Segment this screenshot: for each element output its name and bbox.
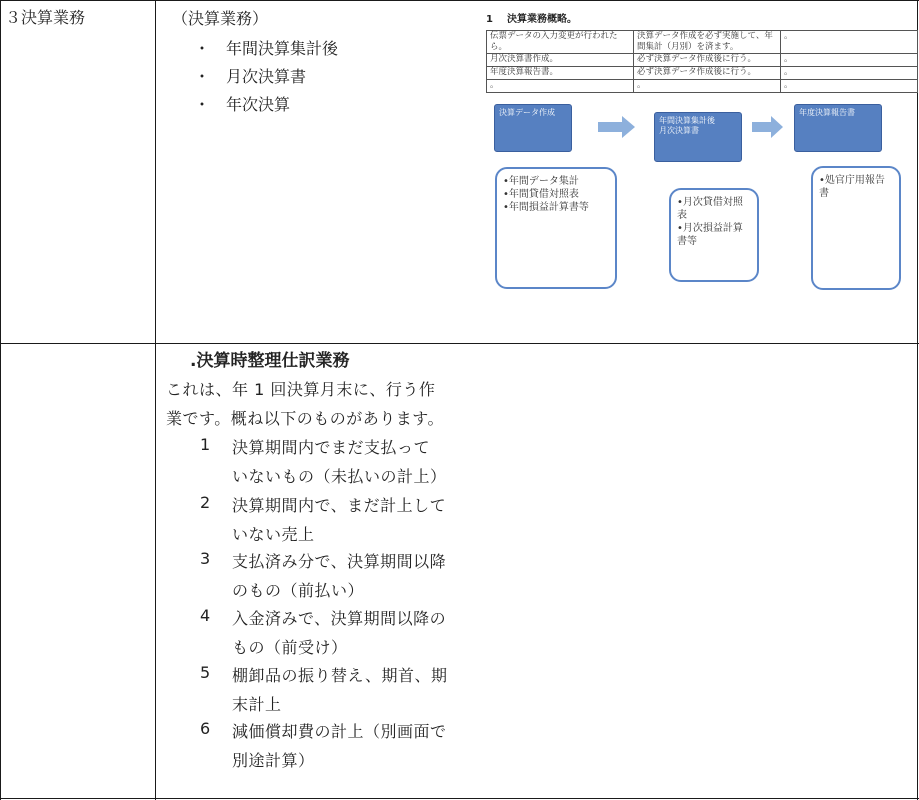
table-bottom-border	[0, 798, 919, 799]
table-left-border	[0, 0, 1, 800]
detail-box-monthly: •月次貸借対照表 •月次損益計算書等	[669, 188, 759, 282]
row-label: ３決算業務	[5, 8, 86, 27]
table-row: 伝票データの入力変更が行われたら。 決算データ作成を必ず実施して、年間集計（月別）を済ます。 。	[487, 31, 918, 54]
table-row: 年度決算報告書。 必ず決算データ作成後に行う。 。	[487, 67, 918, 80]
detail-box-annual: •年間データ集計 •年間貸借対照表 •年間損益計算書等	[495, 167, 617, 289]
overview-table	[486, 30, 918, 93]
table-row: 月次決算書作成。 必ず決算データ作成後に行う。 。	[487, 54, 918, 67]
section-title: .決算時整理仕訳業務	[190, 351, 350, 371]
column-divider	[155, 0, 156, 800]
table-top-border	[0, 0, 919, 1]
row-divider	[0, 343, 919, 344]
flow-box-data-creation: 決算データ作成	[494, 104, 572, 152]
flow-box-monthly: 年間決算集計後 月次決算書	[654, 112, 742, 162]
flow-arrow-icon	[752, 116, 784, 138]
flow-box-annual-report: 年度決算報告書	[794, 104, 882, 152]
detail-box-report: •処官庁用報告書	[811, 166, 901, 290]
section-heading: （決算業務）	[172, 9, 269, 28]
intro-line: これは、年 1 回決算月末に、行う作	[166, 380, 436, 399]
table-row: 。 。 。	[487, 80, 918, 93]
intro-line: 業です。概ね以下のものがあります。	[166, 409, 444, 428]
figure-title: 1 決算業務概略。	[486, 14, 577, 25]
flow-arrow-icon	[598, 116, 636, 138]
overview-figure	[478, 4, 918, 296]
